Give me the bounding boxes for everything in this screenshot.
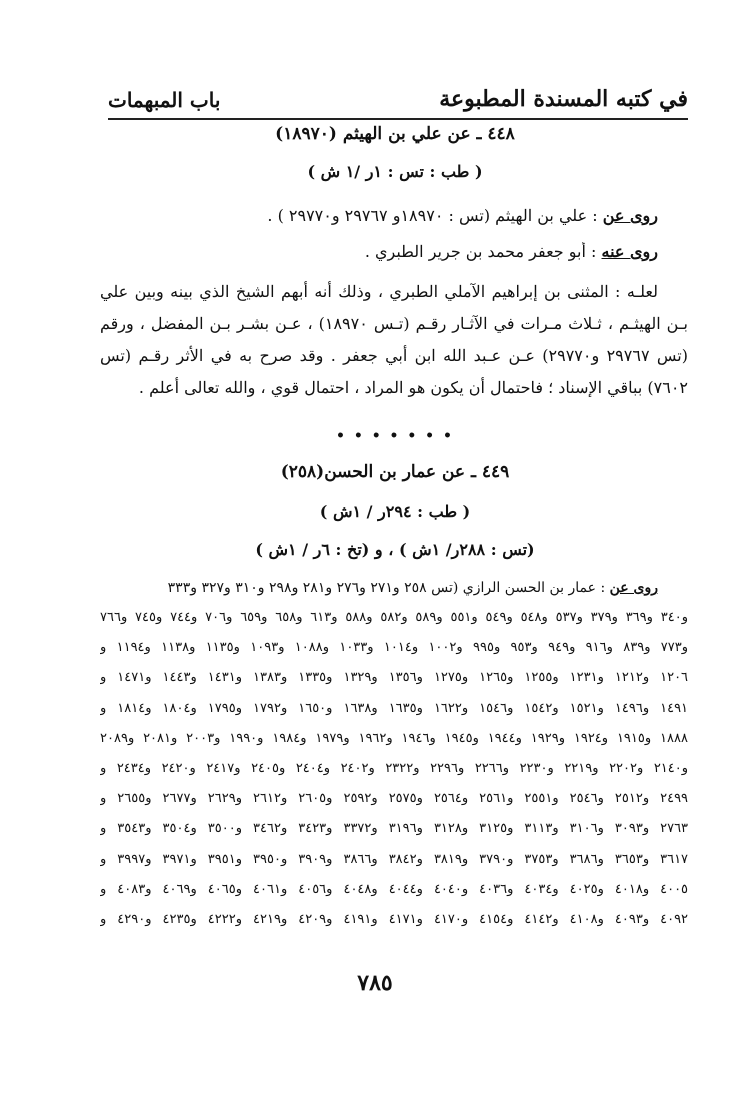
separator: • • • • • • • — [336, 428, 454, 444]
number-line: ١٢٠٦ و١٢١٢ و١٢٣١ و١٢٥٥ و١٢٦٥ و١٢٧٥ و١٣٥٦ و١٣٢٩ و١٣٣٥ و١٣٨٣ و١٤٣١ و١٤٤٣ و١٤٧١ و — [100, 670, 688, 686]
header-book-title: في كتبه المسندة المطبوعة — [439, 86, 688, 112]
entry-448-rawa-anhu-line — [100, 242, 688, 262]
rawa-label: روى عن — [602, 206, 658, 225]
entry-449-number-list — [100, 603, 688, 935]
rawa-text: : علي بن الهيثم (تس : ١٨٩٧٠و ٢٩٧٦٧ و٢٩٧٧٠ ) . — [267, 206, 598, 225]
number-line: ١٤٩١ و١٤٩٦ و١٥٢١ و١٥٤٢ و١٥٤٦ و١٦٢٢ و١٦٣٥ و١٦٣٨ و١٦٥٠ و١٧٩٢ و١٧٩٥ و١٨٠٤ و١٨١٤ و — [100, 700, 688, 716]
number-line: ٢٧٦٣ و٣٠٩٣ و٣١٠٦ و٣١١٣ و٣١٢٥ و٣١٢٨ و٣١٩٦ و٣٣٧٢ و٣٤٢٣ و٣٤٦٢ و٣٥٠٠ و٣٥٠٤ و٣٥٤٣ و — [100, 821, 688, 837]
entry-449-code-2: (تس : ٢٨٨ر/ ١ش ) ، و (تخ : ٦ر / ١ش ) — [255, 540, 535, 559]
number-line: ٤٠٠٥ و٤٠١٨ و٤٠٢٥ و٤٠٣٤ و٤٠٣٦ و٤٠٤٠ و٤٠٤٤ و٤٠٤٨ و٤٠٥٦ و٤٠٦١ و٤٠٦٥ و٤٠٦٩ و٤٠٨٣ و — [100, 881, 688, 897]
rawa-text: : عمار بن الحسن الرازي (تس ٢٥٨ و٢٧١ و٢٧٦ و٢٨١ و٢٩٨ و٣١٠ و٣٢٧ و٣٣٣ — [167, 580, 606, 596]
rawa-label: روى عن — [609, 580, 658, 596]
header-chapter-title: باب المبهمات — [108, 88, 221, 112]
entry-448-title: ٤٤٨ ـ عن علي بن الهيثم (١٨٩٧٠) — [275, 124, 515, 144]
running-header — [108, 72, 688, 120]
entry-448-rawa-line — [100, 206, 688, 226]
entry-449-code-1: ( طب : ٢٩٤ر / ١ش ) — [319, 502, 471, 521]
number-line: ٣٦١٧ و٣٦٥٣ و٣٦٨٦ و٣٧٥٣ و٣٧٩٠ و٣٨١٩ و٣٨٤٢ و٣٨٦٦ و٣٩٠٩ و٣٩٥٠ و٣٩٥١ و٣٩٧١ و٣٩٩٧ و — [100, 851, 688, 867]
number-line: ٢٤٩٩ و٢٥١٢ و٢٥٤٦ و٢٥٥١ و٢٥٦١ و٢٥٦٤ و٢٥٧٥ و٢٥٩٢ و٢٦٠٥ و٢٦١٢ و٢٦٢٩ و٢٦٧٧ و٢٦٥٥ و — [100, 791, 688, 807]
number-line: و٢١٤٠ و٢٢٠٢ و٢٢١٩ و٢٢٣٠ و٢٢٦٦ و٢٢٩٦ و٢٣٢٢ و٢٤٠٢ و٢٤٠٤ و٢٤٠٥ و٢٤١٧ و٢٤٢٠ و٢٤٣٤ و — [100, 761, 688, 777]
entry-448-code: ( طب : تس : ١ر /١ ش ) — [307, 162, 483, 181]
number-line: و٣٤٠ و٣٦٩ و٣٧٩ و٥٣٧ و٥٤٨ و٥٤٩ و٥٥١ و٥٨٩ و٥٨٢ و٥٨٨ و٦١٣ و٦٥٨ و٦٥٩ و٧٠٦ و٧٤٤ و٧٤٥ و٧٦٦ — [100, 610, 688, 625]
entry-448-body: لعلـه : المثنى بن إبراهيم الآملي الطبري ، وذلك أنه أبهم الشيخ الذي بينه وبين علي بـن الهيثـم ، ثـلاث مـرات في الآثـار رقـم (تـس ١٨٩٧٠) ، عـن بشـر بـن المفضل ، ورقم (تس ٢٩٧٦٧ و٢٩٧٧٠) عـن عـبد الله ابن أبي جعفر . وقد صرح به في الأثر رقـم (تس ٧٦٠٢) بباقي الإسناد ؛ فاحتمال أن يكون هو المراد ، احتمال قوي ، والله تعالى أعلم . — [100, 282, 689, 397]
rawa-anhu-text: : أبو جعفر محمد بن جرير الطبري . — [364, 242, 597, 261]
number-line: و٧٧٣ و٨٣٩ و٩١٦ و٩٤٩ و٩٥٣ و٩٩٥ و١٠٠٢ و١٠١٤ و١٠٣٣ و١٠٨٨ و١٠٩٣ و١١٣٥ و١١٣٨ و١١٩٤ و — [100, 640, 688, 656]
entry-449-rawa-line — [100, 578, 688, 598]
rawa-anhu-label: روى عنه — [601, 242, 658, 261]
page-number: ٧٨٥ — [357, 970, 393, 996]
number-line: ٤٠٩٢ و٤٠٩٣ و٤١٠٨ و٤١٤٢ و٤١٥٤ و٤١٧٠ و٤١٧١ و٤١٩١ و٤٢٠٩ و٤٢١٩ و٤٢٢٢ و٤٢٣٥ و٤٢٩٠ و — [100, 912, 688, 928]
number-line: ١٨٨٨ و١٩١٥ و١٩٢٤ و١٩٢٩ و١٩٤٤ و١٩٤٥ و١٩٤٦ و١٩٦٢ و١٩٧٩ و١٩٨٤ و١٩٩٠ و٢٠٠٣ و٢٠٨١ و٢٠٨٩ — [100, 730, 688, 746]
entry-449-title: ٤٤٩ ـ عن عمار بن الحسن(٢٥٨) — [280, 462, 510, 482]
